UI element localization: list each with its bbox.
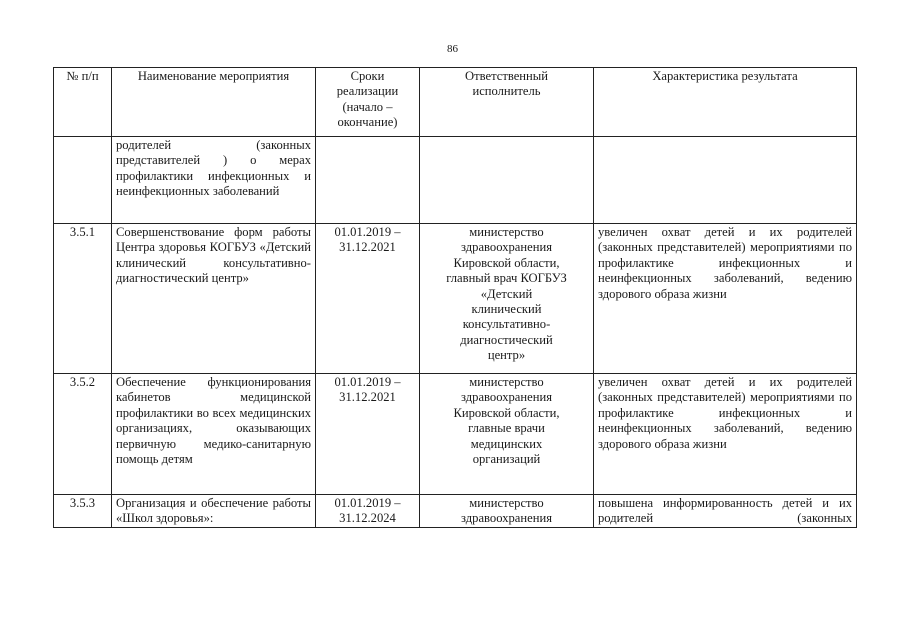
header-number: № п/п	[54, 68, 112, 137]
cell-result	[594, 137, 857, 224]
cell-number: 3.5.3	[54, 495, 112, 528]
cell-responsible: министерство здравоохранения Кировской области, главный врач КОГБУЗ «Детский клинический консультативно- диагностический центр»	[420, 224, 594, 374]
cell-timeframe: 01.01.2019 – 31.12.2024	[316, 495, 420, 528]
table-row	[54, 374, 857, 495]
table-row	[54, 495, 857, 528]
cell-responsible	[420, 137, 594, 224]
cell-number: 3.5.1	[54, 224, 112, 374]
cell-result: повышена информированность детей и их родителей (законных	[594, 495, 857, 528]
table-header-row	[54, 68, 857, 137]
cell-number: 3.5.2	[54, 374, 112, 495]
cell-result: увеличен охват детей и их родителей (законных представителей) мероприятиями по профилактике инфекционных и неинфекционных заболеваний, ведению здорового образа жизни	[594, 224, 857, 374]
cell-activity-name: родителей (законных представителей ) о мерах профилактики инфекционных и неинфекционных заболеваний	[112, 137, 316, 224]
table-row	[54, 224, 857, 374]
table-row	[54, 137, 857, 224]
activities-table	[53, 67, 857, 528]
page-number: 86	[447, 43, 458, 55]
cell-timeframe: 01.01.2019 – 31.12.2021	[316, 224, 420, 374]
cell-result: увеличен охват детей и их родителей (законных представителей) мероприятиями по профилактике инфекционных и неинфекционных заболеваний, ведению здорового образа жизни	[594, 374, 857, 495]
cell-responsible: министерство здравоохранения Кировской области, главные врачи медицинских организаций	[420, 374, 594, 495]
cell-timeframe	[316, 137, 420, 224]
header-result: Характеристика результата	[594, 68, 857, 137]
header-activity-name: Наименование мероприятия	[112, 68, 316, 137]
header-timeframe: Сроки реализации (начало – окончание)	[316, 68, 420, 137]
cell-activity-name: Организация и обеспечение работы «Школ здоровья»:	[112, 495, 316, 528]
cell-responsible: министерство здравоохранения	[420, 495, 594, 528]
cell-timeframe: 01.01.2019 – 31.12.2021	[316, 374, 420, 495]
header-responsible: Ответственный исполнитель	[420, 68, 594, 137]
cell-activity-name: Совершенствование форм работы Центра здоровья КОГБУЗ «Детский клинический консультативно-диагностический центр»	[112, 224, 316, 374]
cell-number	[54, 137, 112, 224]
cell-activity-name: Обеспечение функционирования кабинетов медицинской профилактики во всех медицинских организациях, оказывающих первичную медико-санитарную помощь детям	[112, 374, 316, 495]
